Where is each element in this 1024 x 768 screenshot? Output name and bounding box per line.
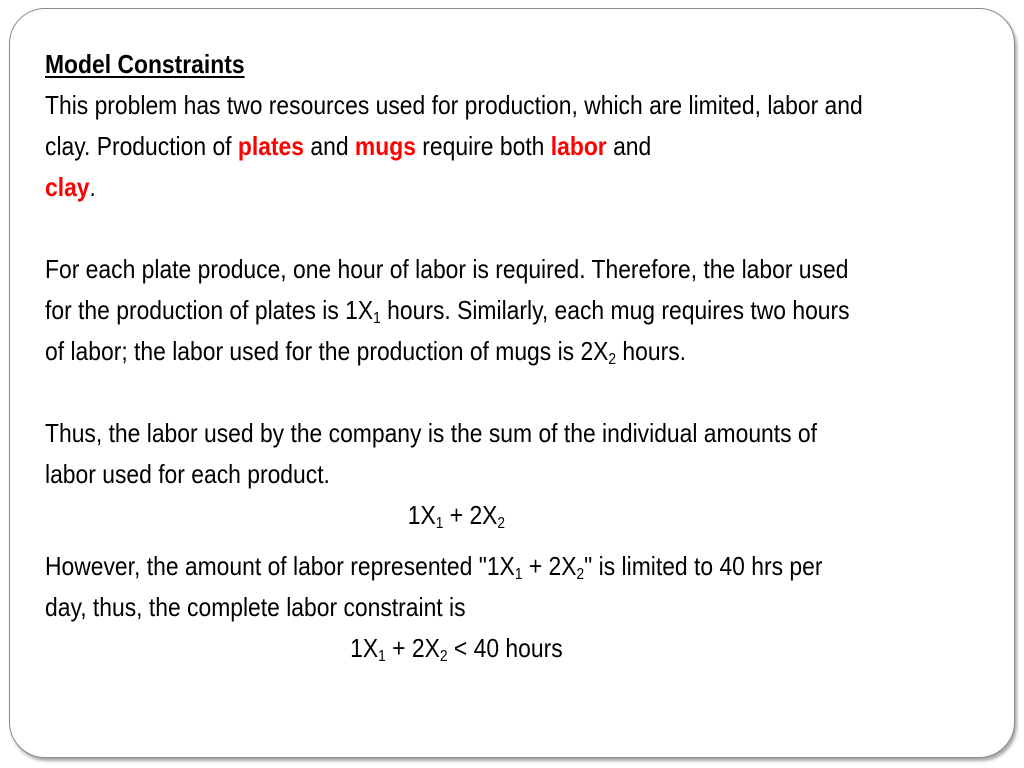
expression-labor-constraint <box>45 628 868 669</box>
text-run: hours. Similarly, each mug requires two hours of labor; the labor used for the production of mugs is 2X <box>45 295 850 366</box>
math-run: 1X <box>407 500 436 530</box>
spacer <box>45 372 868 413</box>
expression-labor-sum <box>45 495 868 536</box>
subscript: 1 <box>514 565 523 583</box>
subscript: 1 <box>373 309 381 327</box>
text-run: For each plate produce, one hour of labor is required. Therefore, the labor used for the production of plates is 1X <box>45 254 849 325</box>
highlight-clay: clay <box>45 172 90 202</box>
math-run: < 40 hours <box>447 633 563 663</box>
subscript: 2 <box>576 565 585 583</box>
text-run: + 2X <box>522 551 577 581</box>
highlight-plates: plates <box>237 131 305 161</box>
text-run: However, the amount of labor represented "1X <box>45 551 515 581</box>
slide-title <box>45 44 868 85</box>
text-run: and <box>304 131 355 161</box>
math-run: + 2X <box>443 500 498 530</box>
subscript: 2 <box>608 350 617 368</box>
highlight-labor: labor <box>550 131 607 161</box>
slide-content <box>45 44 868 669</box>
subscript: 2 <box>497 514 506 532</box>
math-run: 1X <box>350 633 379 663</box>
text-run: Thus, the labor used by the company is the sum of the individual amounts of labor used for each product. <box>45 418 818 489</box>
math-run: + 2X <box>385 633 440 663</box>
text-run: require both <box>415 131 551 161</box>
text-run: hours. <box>616 336 687 366</box>
paragraph-labor-limit <box>45 546 868 628</box>
text-run: " is limited to 40 hrs per day, thus, the complete labor constraint is <box>45 551 823 622</box>
text-run: This problem has two resources used for production, which are limited, labor and clay. Production of <box>45 90 863 161</box>
subscript: 1 <box>435 514 444 532</box>
spacer <box>45 208 868 249</box>
text-run: and <box>606 131 652 161</box>
paragraph-labor-per-product <box>45 249 868 372</box>
subscript: 2 <box>439 647 448 665</box>
spacer <box>45 536 868 546</box>
highlight-mugs: mugs <box>354 131 416 161</box>
subscript: 1 <box>378 647 386 665</box>
paragraph-labor-sum <box>45 413 868 495</box>
text-run: . <box>89 172 96 202</box>
title-text: Model Constraints <box>45 49 245 79</box>
paragraph-resources <box>45 85 868 208</box>
